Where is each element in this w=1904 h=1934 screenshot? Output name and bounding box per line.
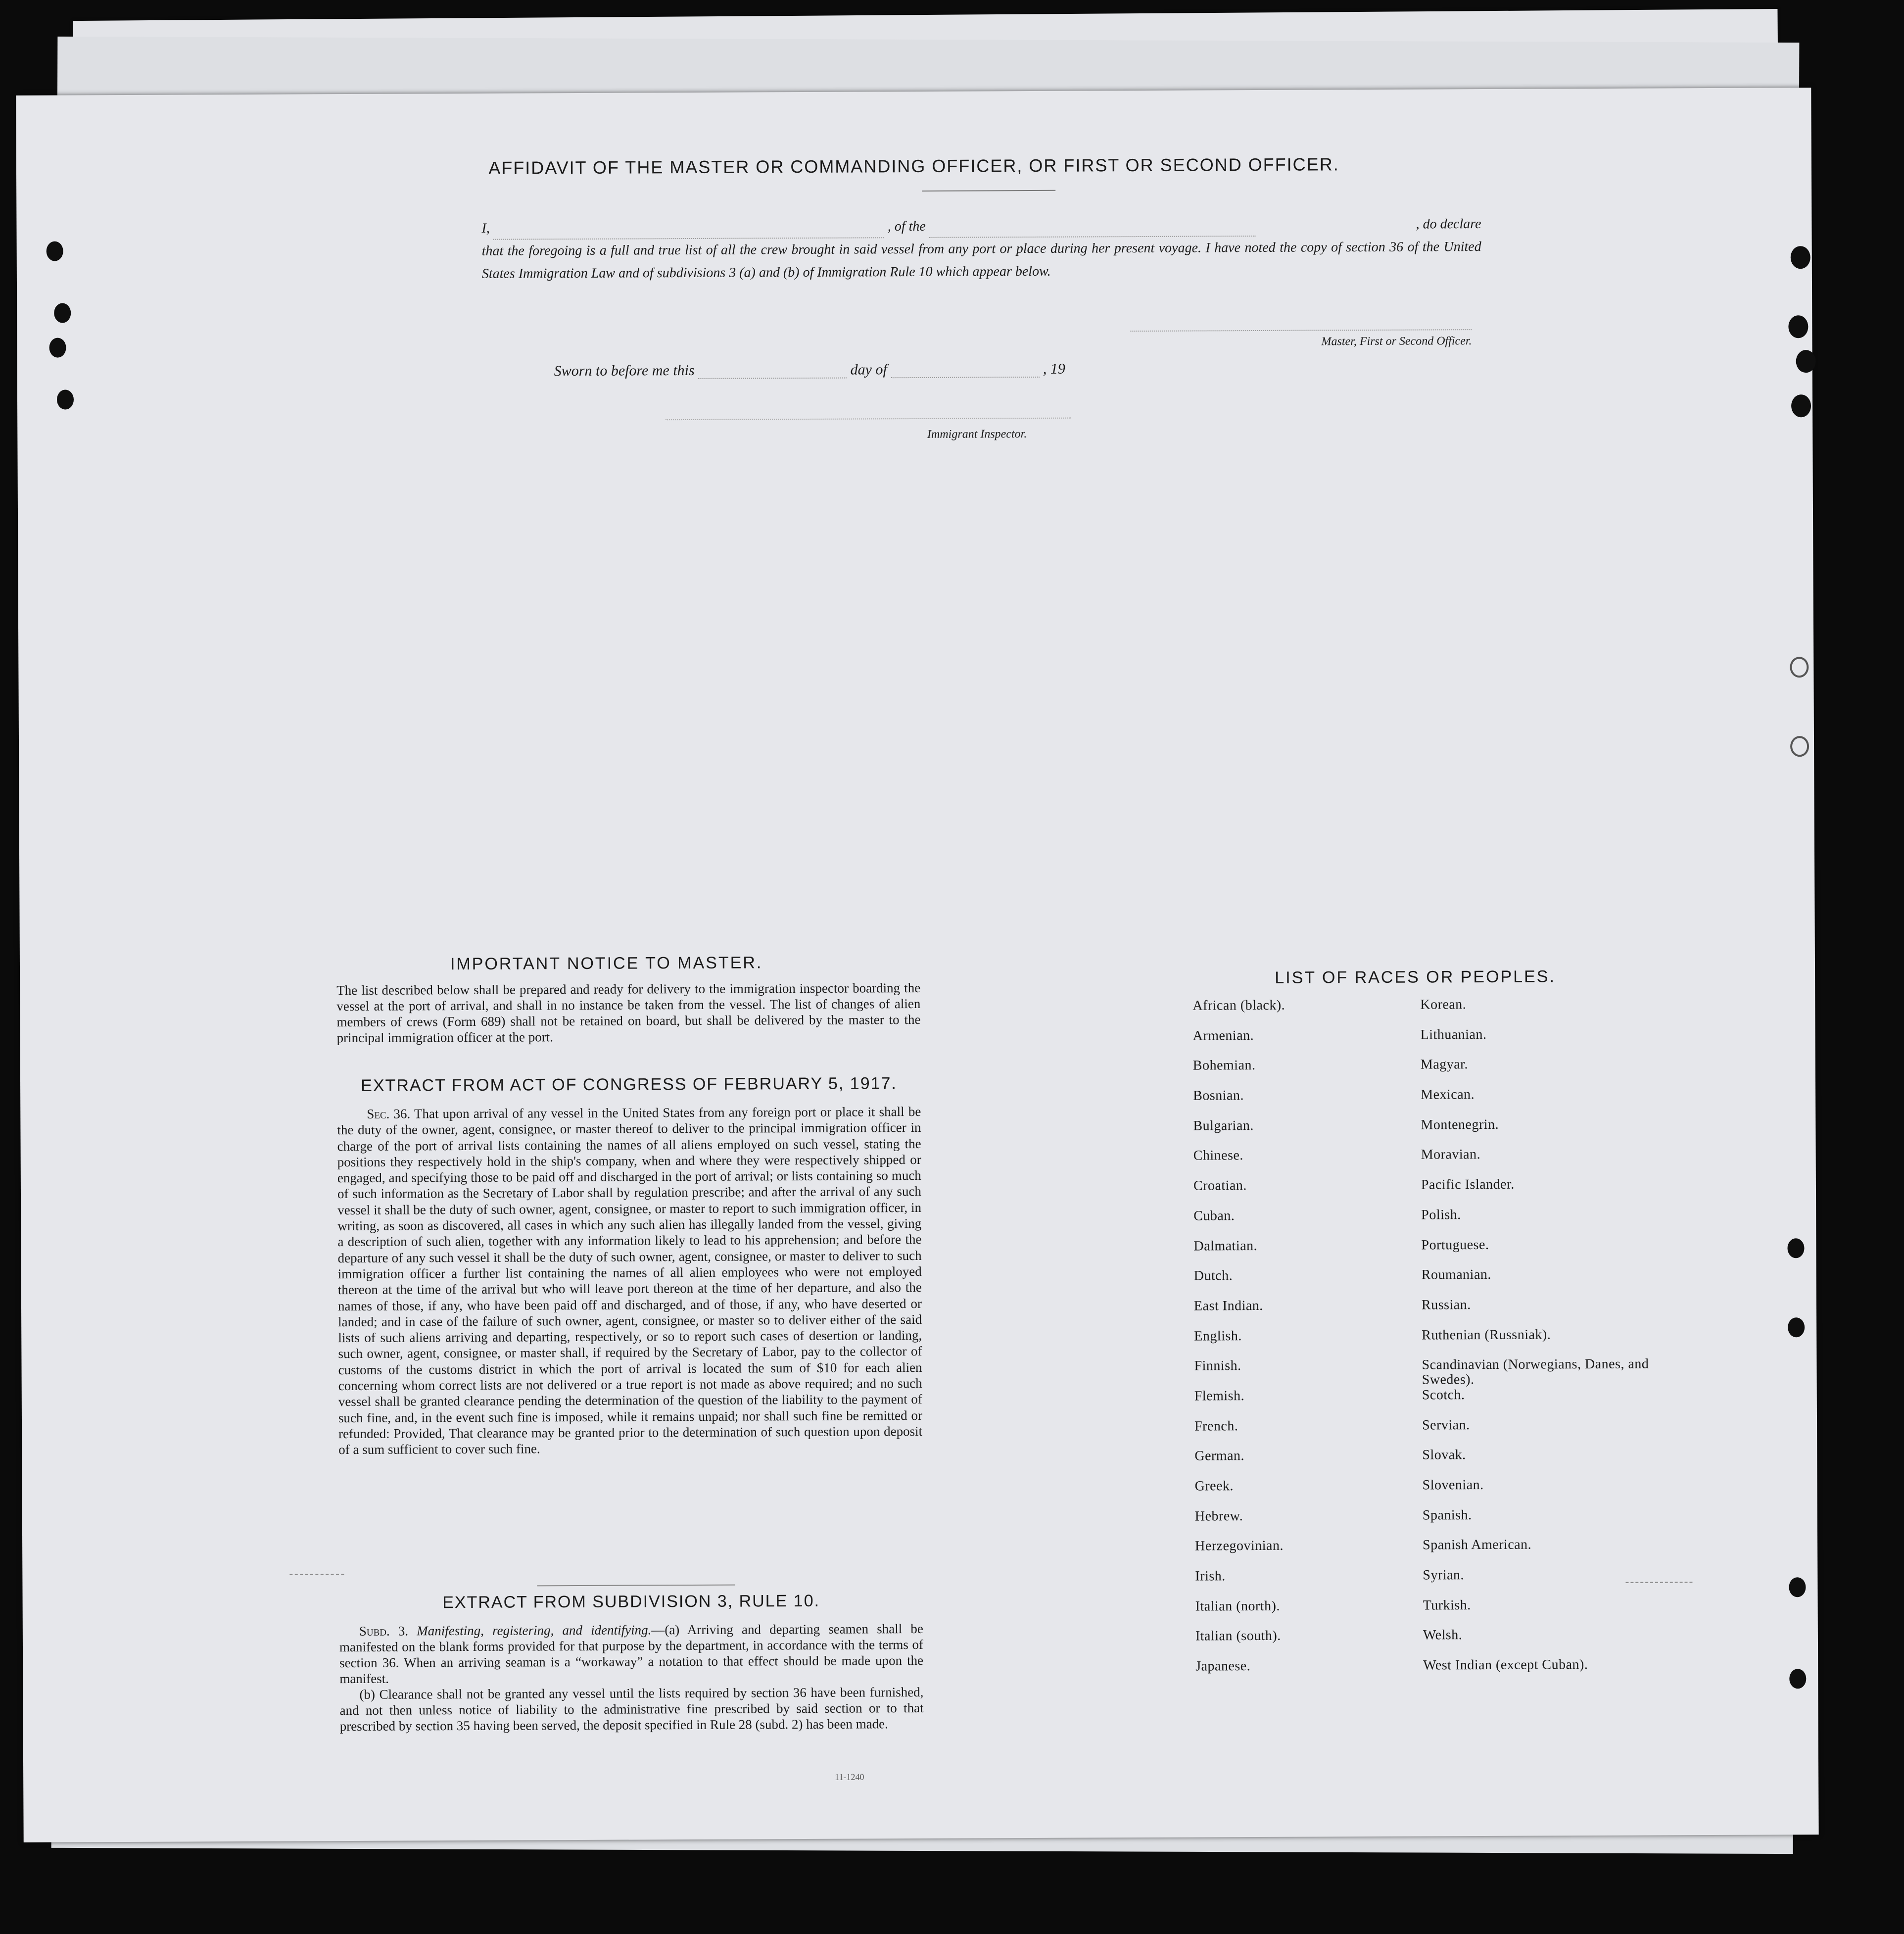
race-item: Italian (south). xyxy=(1195,1628,1281,1644)
punch-hole-icon xyxy=(1796,350,1816,373)
race-item: Roumanian. xyxy=(1421,1267,1491,1283)
sworn-prefix: Sworn to before me this xyxy=(554,362,695,380)
rule-title: EXTRACT FROM SUBDIVISION 3, RULE 10. xyxy=(442,1591,820,1612)
race-item: Servian. xyxy=(1422,1417,1470,1433)
race-item: Armenian. xyxy=(1192,1027,1254,1044)
notice-title: IMPORTANT NOTICE TO MASTER. xyxy=(450,953,763,974)
race-item: Hebrew. xyxy=(1194,1508,1243,1524)
rule-para-a-text: —(a) Arriving and departing seamen shall be manifested on the blank forms provided for that purpose by the department, in accordance with the terms of section 36. When an arriving seaman is a “workaway” a notation to that effect should be made upon the manifest. xyxy=(339,1621,924,1687)
act-body xyxy=(337,1104,922,1458)
race-item: English. xyxy=(1194,1328,1242,1344)
race-item: East Indian. xyxy=(1193,1298,1263,1314)
title-rule xyxy=(922,190,1055,192)
race-item: Portuguese. xyxy=(1421,1237,1489,1253)
race-item: African (black). xyxy=(1192,997,1285,1014)
affidavit-i-prefix: I, xyxy=(481,220,490,236)
punch-hole-icon xyxy=(1791,394,1811,417)
punch-hole-icon xyxy=(1787,1238,1804,1258)
rule-para-a xyxy=(339,1621,924,1687)
race-item: Ruthenian (Russniak). xyxy=(1422,1326,1551,1343)
affidavit-do-declare: , do declare xyxy=(1416,216,1481,232)
rule-subd-label: Subd. 3. xyxy=(359,1623,409,1639)
notice-body: The list described below shall be prepared and ready for delivery to the immigration inspector boarding the vessel at the port of arrival, and shall in no instance be taken from the vessel. The list of changes of alien members of crews (Form 689) shall not be retained on board, but shall be delivered by the master to the principal immigration officer at the port. xyxy=(336,980,921,1046)
race-item: West Indian (except Cuban). xyxy=(1423,1657,1588,1673)
race-item: Syrian. xyxy=(1423,1567,1465,1583)
punch-hole-icon xyxy=(1790,736,1809,757)
race-item: Dutch. xyxy=(1193,1268,1233,1284)
race-item: Chinese. xyxy=(1193,1148,1243,1164)
race-item: Croatian. xyxy=(1193,1178,1247,1194)
race-item: Polish. xyxy=(1421,1207,1461,1223)
affidavit-of-the: , of the xyxy=(887,218,926,235)
race-item: Magyar. xyxy=(1420,1057,1468,1072)
act-section-text: That upon arrival of any vessel in the United States from any foreign port or place it shall be the duty of the owner, agent, consignee, or master thereof to deliver to the principal immigration officer in charge of the port of arrival lists containing the names of all aliens employed on such vessel, stating the positions they respectively hold in the ship's company, when and where they were respectively shipped or engaged, and specifying those to be paid off and discharged in the port of arrival; or lists containing so much of such information as the Secretary of Labor shall by regulation prescribe; and after the arrival of any such vessel it shall be the duty of such owner, agent, consignee, or master to report to such immigration officer, in writing, as soon as discovered, all cases in which any such alien has illegally landed from the vessel, giving a description of such alien, together with any information likely to lead to his apprehension; and before the departure of any such vessel it shall be the duty of such owner, agent, consignee, or master to deliver to such immigration officer a further list containing the names of all alien employees who were not employed thereon at the time of the arrival but who will leave port thereon at the time of her departure, and also the names of those, if any, who have been paid off and discharged, and of those, if any, who have deserted or landed; and in case of the failure of such owner, agent, consignee, or master so to deliver either of the said lists of such aliens arriving and departing, respectively, or so to report such cases of desertion or landing, such owner, agent, consignee, or master shall, if required by the Secretary of Labor, pay to the collector of customs of the customs district in which the port of arrival is located the sum of $10 for each alien concerning whom correct lists are not delivered or a true report is not made as above required; and no such vessel shall be granted clearance pending the determination of the question of the liability to the payment of such fine, and, in the event such fine is imposed, while it remains unpaid; nor shall such fine be remitted or refunded: Provided, That clearance may be granted prior to the determination of such question upon deposit of a sum sufficient to cover such fine. xyxy=(337,1104,923,1457)
punch-hole-icon xyxy=(54,303,71,323)
race-item: Flemish. xyxy=(1194,1388,1245,1404)
affidavit-body xyxy=(481,213,1481,286)
section-divider xyxy=(537,1585,735,1587)
inspector-label: Immigrant Inspector. xyxy=(927,428,1027,441)
races-list xyxy=(1192,996,1666,1689)
margin-dash xyxy=(1625,1582,1692,1583)
race-item: Herzegovinian. xyxy=(1195,1538,1284,1554)
race-item: Pacific Islander. xyxy=(1421,1176,1515,1193)
punch-hole-icon xyxy=(1788,1317,1805,1337)
race-item: French. xyxy=(1194,1418,1238,1434)
act-section-label: Sec. 36. xyxy=(367,1106,411,1121)
punch-hole-icon xyxy=(49,338,66,357)
race-item: Cuban. xyxy=(1193,1208,1235,1224)
sworn-day-blank[interactable] xyxy=(698,378,847,379)
race-item: Scotch. xyxy=(1422,1387,1465,1403)
race-item: Bosnian. xyxy=(1193,1088,1244,1104)
race-item: Korean. xyxy=(1420,997,1467,1013)
master-signature-blank[interactable] xyxy=(1130,329,1472,333)
master-signature-label: Master, First or Second Officer. xyxy=(1321,335,1472,348)
race-item: Moravian. xyxy=(1421,1147,1481,1163)
punch-hole-icon xyxy=(1789,1577,1806,1597)
race-item: Slovak. xyxy=(1422,1447,1466,1463)
race-item: Russian. xyxy=(1421,1297,1471,1313)
rule-subd-heading: Manifesting, registering, and identifying. xyxy=(417,1622,652,1639)
punch-hole-icon xyxy=(57,389,74,409)
form-code: 11-1240 xyxy=(835,1772,864,1782)
punch-hole-icon xyxy=(1788,315,1808,338)
inspector-signature-blank[interactable] xyxy=(666,418,1071,421)
rule-para-b: (b) Clearance shall not be granted any vessel until the lists required by section 36 have been furnished, and not then unless notice of liability to the administrative fine prescribed by said section or to that prescribed by section 35 having been served, the deposit specified in Rule 28 (subd. 2) has been made. xyxy=(339,1684,924,1734)
race-item: Mexican. xyxy=(1421,1087,1475,1103)
race-item: German. xyxy=(1194,1448,1245,1464)
race-item: Japanese. xyxy=(1195,1658,1251,1674)
sworn-year-prefix: , 19 xyxy=(1043,360,1065,377)
race-item: Spanish. xyxy=(1422,1507,1472,1523)
sworn-day-of: day of xyxy=(850,361,887,378)
race-item: Finnish. xyxy=(1194,1358,1241,1374)
rule-body xyxy=(339,1621,924,1734)
form-page xyxy=(16,88,1818,1842)
race-item: Greek. xyxy=(1194,1478,1234,1494)
race-item: Italian (north). xyxy=(1195,1598,1281,1614)
race-item: Montenegrin. xyxy=(1421,1116,1499,1133)
race-item: Irish. xyxy=(1195,1568,1226,1584)
punch-hole-icon xyxy=(1790,657,1809,677)
sworn-month-blank[interactable] xyxy=(891,377,1039,378)
race-item: Spanish American. xyxy=(1423,1537,1532,1553)
race-item: Lithuanian. xyxy=(1420,1026,1487,1043)
punch-hole-icon xyxy=(1789,1669,1806,1689)
race-item: Welsh. xyxy=(1423,1627,1463,1643)
race-item: Bohemian. xyxy=(1192,1058,1256,1073)
punch-hole-icon xyxy=(1791,246,1810,269)
race-item: Scandinavian (Norwegians, Danes, and Swedes). xyxy=(1422,1356,1649,1388)
sworn-line xyxy=(554,361,1065,380)
punch-hole-icon xyxy=(47,242,63,261)
affidavit-text: that the foregoing is a full and true list of all the crew brought in said vessel from any port or place during her present voyage. I have noted the copy of section 36 of the United States Immigration Law and of subdivisions 3 (a) and (b) of Immigration Rule 10 which appear below. xyxy=(481,239,1481,282)
race-item: Bulgarian. xyxy=(1193,1117,1254,1134)
act-title: EXTRACT FROM ACT OF CONGRESS OF FEBRUARY 5, 1917. xyxy=(361,1074,897,1095)
affidavit-title: AFFIDAVIT OF THE MASTER OR COMMANDING OFFICER, OR FIRST OR SECOND OFFICER. xyxy=(488,154,1339,178)
races-title: LIST OF RACES OR PEOPLES. xyxy=(1275,967,1556,987)
race-item: Dalmatian. xyxy=(1193,1238,1258,1254)
margin-dash xyxy=(289,1574,344,1575)
race-item: Turkish. xyxy=(1423,1597,1471,1613)
race-item: Slovenian. xyxy=(1422,1477,1484,1493)
